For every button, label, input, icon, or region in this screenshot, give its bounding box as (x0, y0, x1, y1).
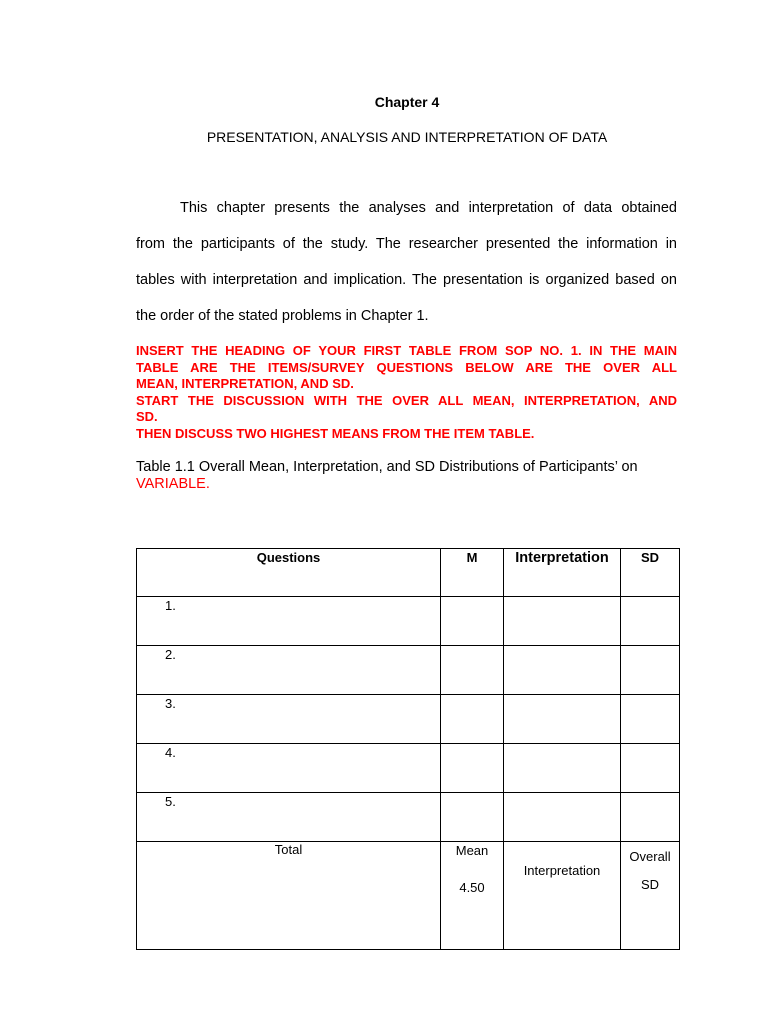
intro-line: This chapter presents the analyses and interpretation of data obtained (180, 200, 677, 216)
interpretation-cell (504, 744, 621, 793)
mean-cell (441, 695, 504, 744)
total-mean-value: 4.50 (459, 880, 485, 895)
table-row (137, 793, 680, 842)
table-row (137, 744, 680, 793)
instruction-line: MEAN, INTERPRETATION, AND SD. (136, 376, 354, 391)
mean-cell (441, 744, 504, 793)
instruction-line: THEN DISCUSS TWO HIGHEST MEANS FROM THE ITEM TABLE. (136, 425, 535, 441)
total-mean-cell (441, 842, 504, 950)
table-row (137, 597, 680, 646)
total-label: Total (137, 842, 441, 950)
interpretation-cell (504, 597, 621, 646)
intro-line: the order of the stated problems in Chapter 1. (136, 308, 429, 324)
question-number: 1. (165, 598, 176, 613)
header-mean: M (441, 549, 504, 597)
interpretation-cell (504, 646, 621, 695)
data-table (136, 548, 680, 950)
intro-line: tables with interpretation and implication. The presentation is organized based on (136, 272, 677, 288)
header-questions: Questions (137, 549, 441, 597)
total-mean-label: Mean (455, 843, 489, 858)
sd-cell (621, 793, 680, 842)
sd-cell (621, 695, 680, 744)
total-sd-line1: Overall (629, 849, 671, 864)
total-sd-cell (621, 842, 680, 950)
table-caption (136, 459, 696, 493)
mean-cell (441, 646, 504, 695)
instruction-line: SD. (136, 409, 158, 424)
header-interpretation: Interpretation (504, 549, 621, 597)
interpretation-cell (504, 793, 621, 842)
chapter-heading: Chapter 4 (374, 94, 440, 110)
question-number: 2. (165, 647, 176, 662)
caption-text: Table 1.1 Overall Mean, Interpretation, and SD Distributions of Participants’ on (136, 459, 638, 475)
table-row (137, 646, 680, 695)
sd-cell (621, 744, 680, 793)
instruction-line: START THE DISCUSSION WITH THE OVER ALL MEAN, INTERPRETATION, AND (136, 392, 677, 408)
question-cell (137, 744, 441, 793)
header-sd: SD (621, 549, 680, 597)
question-cell (137, 793, 441, 842)
sd-cell (621, 646, 680, 695)
question-cell (137, 597, 441, 646)
sd-cell (621, 597, 680, 646)
instruction-line: TABLE ARE THE ITEMS/SURVEY QUESTIONS BELOW ARE THE OVER ALL (136, 359, 677, 375)
chapter-title: PRESENTATION, ANALYSIS AND INTERPRETATION OF DATA (206, 129, 608, 145)
interpretation-cell (504, 695, 621, 744)
instruction-note (136, 343, 677, 442)
total-sd-line2: SD (640, 877, 660, 892)
total-row (137, 842, 680, 950)
question-cell (137, 646, 441, 695)
table-row (137, 695, 680, 744)
question-cell (137, 695, 441, 744)
caption-variable: VARIABLE. (136, 476, 210, 492)
header-row (137, 549, 680, 597)
question-number: 5. (165, 794, 176, 809)
question-number: 4. (165, 745, 176, 760)
question-number: 3. (165, 696, 176, 711)
mean-cell (441, 793, 504, 842)
total-interpretation: Interpretation (504, 842, 621, 950)
mean-cell (441, 597, 504, 646)
intro-line: from the participants of the study. The researcher presented the information in (136, 236, 677, 252)
instruction-line: INSERT THE HEADING OF YOUR FIRST TABLE FROM SOP NO. 1. IN THE MAIN (136, 343, 677, 358)
